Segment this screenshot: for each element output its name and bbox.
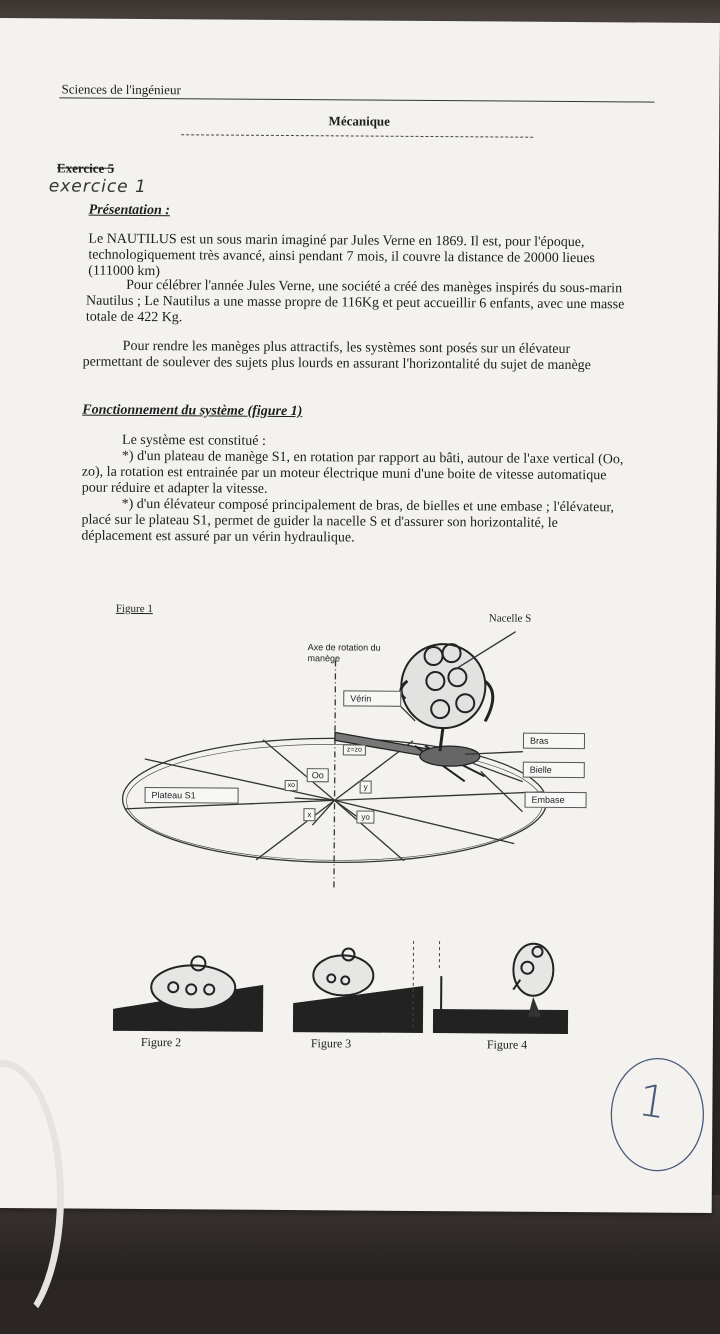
fonctionnement-item-1: *) d'un plateau de manège S1, en rotation par rapport au bâti, autour de l'axe vertical (Oo, zo), la rotation est entrainée par un moteur électrique muni d'une boite de vitesse automatique pour réduire et adapter la vitesse.	[82, 449, 627, 501]
fonctionnement-intro: Le système est constitué :	[82, 433, 627, 453]
struck-exercise-title: Exercice 5	[57, 160, 114, 176]
subject-title: Mécanique	[0, 111, 719, 132]
presentation-text-3: Pour rendre les manèges plus attractifs, les systèmes sont posés sur un élévateur permettant de soulever des sujets plus lourds en assurant l'horizontalité du sujet de manège	[83, 339, 628, 375]
nacelle-label: Nacelle S	[489, 613, 532, 624]
y-axis-label: y	[360, 781, 372, 794]
rotation-axis	[334, 660, 336, 890]
figure-4-drawing	[433, 941, 569, 1034]
figure-3-drawing	[293, 940, 424, 1033]
z-axis-label: z=zo	[343, 744, 366, 755]
fonctionnement-heading: Fonctionnement du système (figure 1)	[82, 403, 302, 421]
embase-label: Embase	[524, 792, 586, 808]
presentation-text-2: Pour célébrer l'année Jules Verne, une société a créé des manèges inspirés du sous-marin Nautilus ; Le Nautilus a une masse propre de 116Kg et peut accueillir 6 enfants, avec une masse totale de 422 Kg.	[86, 278, 631, 330]
x-axis-label: x	[303, 808, 315, 821]
figure-1-label: Figure 1	[116, 603, 153, 615]
presentation-text-1: Le NAUTILUS est un sous marin imaginé par Jules Verne en 1869. Il est, pour l'époque, technologiquement très avancé, ainsi pendant 7 mois, il couvre la distance de 20000 lieues (111000 km)	[88, 232, 628, 284]
course-header: Sciences de l'ingénieur	[61, 81, 180, 98]
origin-label: Oo	[307, 768, 329, 782]
axis-label: Axe de rotation du manège	[307, 642, 387, 665]
figure-2-drawing	[113, 956, 264, 1032]
bras-label: Bras	[523, 733, 585, 749]
yo-axis-label: yo	[356, 811, 375, 824]
bielle-label: Bielle	[523, 762, 585, 778]
document-page	[0, 18, 720, 1213]
handwritten-exercise-title: exercice 1	[49, 176, 147, 197]
page-number: 1	[635, 1075, 670, 1130]
figure-2-caption: Figure 2	[141, 1035, 181, 1050]
xo-axis-label: xo	[285, 780, 298, 791]
verin-label: Vérin	[343, 690, 401, 706]
fonctionnement-item-2: *) d'un élévateur composé principalement de bras, de bielles et une embase ; l'élévateur, placé sur le plateau S1, permet de guider la nacelle S et d'assurer son horizontalité, le déplacement est assuré par un vérin hydraulique.	[81, 497, 626, 549]
figure-4-caption: Figure 4	[487, 1037, 527, 1052]
figure-3-caption: Figure 3	[311, 1036, 351, 1051]
plateau-label: Plateau S1	[145, 787, 239, 804]
figure-1-drawing	[0, 18, 720, 1213]
presentation-heading: Présentation :	[89, 203, 170, 220]
